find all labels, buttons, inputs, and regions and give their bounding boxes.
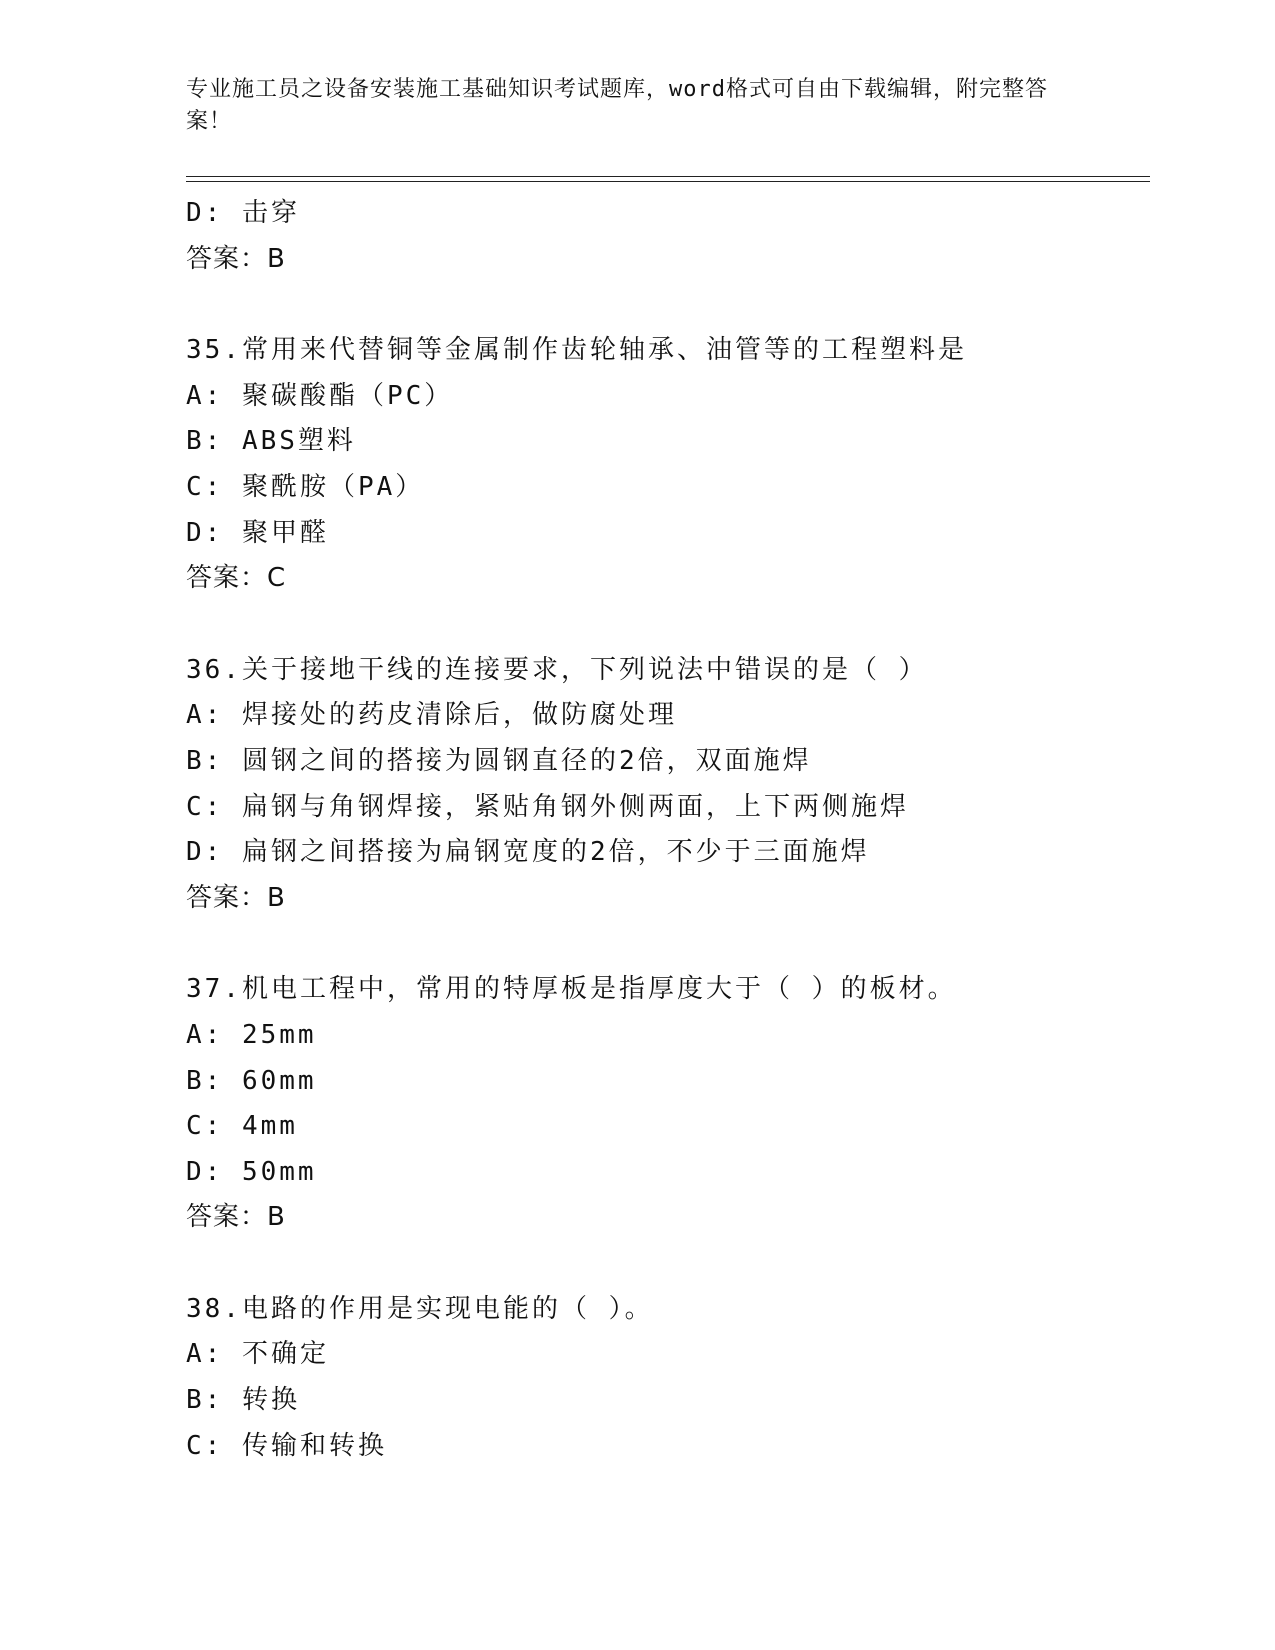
question-37 <box>186 967 1150 1241</box>
option-c: C: 传输和转换 <box>186 1430 387 1461</box>
header-rule-top <box>186 176 1150 177</box>
spacer <box>186 282 1150 328</box>
document-header: 专业施工员之设备安装施工基础知识考试题库，word格式可自由下载编辑，附完整答案！ <box>186 77 1048 134</box>
option-d: D: 50mm <box>186 1156 317 1187</box>
question-stem: 38.电路的作用是实现电能的（ ）。 <box>186 1293 654 1324</box>
spacer <box>186 602 1150 648</box>
option-a: A: 聚碳酸酯（PC） <box>186 380 454 411</box>
option-b: B: 圆钢之间的搭接为圆钢直径的2倍，双面施焊 <box>186 745 812 776</box>
option-c: C: 聚酰胺（PA） <box>186 471 425 502</box>
option-a: A: 不确定 <box>186 1339 329 1370</box>
question-stem: 36.关于接地干线的连接要求，下列说法中错误的是（ ） <box>186 654 928 685</box>
header-rule-bottom <box>186 181 1150 182</box>
spacer <box>186 1241 1150 1287</box>
option-b: B: 60mm <box>186 1065 317 1096</box>
previous-answer: 答案：B <box>186 243 286 274</box>
option-c: C: 4mm <box>186 1111 298 1142</box>
question-35 <box>186 328 1150 602</box>
question-stem: 37.机电工程中，常用的特厚板是指厚度大于（ ）的板材。 <box>186 974 957 1005</box>
option-b: B: ABS塑料 <box>186 426 356 457</box>
option-c: C: 扁钢与角钢焊接，紧贴角钢外侧两面，上下两侧施焊 <box>186 791 909 822</box>
question-content <box>186 191 1150 1469</box>
option-a: A: 焊接处的药皮清除后，做防腐处理 <box>186 700 677 731</box>
option-a: A: 25mm <box>186 1019 317 1050</box>
spacer <box>186 921 1150 967</box>
previous-option-d: D: 击穿 <box>186 198 300 228</box>
question-stem: 35.常用来代替铜等金属制作齿轮轴承、油管等的工程塑料是 <box>186 335 967 366</box>
option-d: D: 聚甲醛 <box>186 517 329 548</box>
answer: 答案：C <box>186 563 287 594</box>
answer: 答案：B <box>186 882 286 913</box>
option-d: D: 扁钢之间搭接为扁钢宽度的2倍，不少于三面施焊 <box>186 837 870 868</box>
question-36 <box>186 648 1150 922</box>
answer: 答案：B <box>186 1202 286 1233</box>
question-38 <box>186 1287 1150 1469</box>
option-b: B: 转换 <box>186 1385 300 1416</box>
